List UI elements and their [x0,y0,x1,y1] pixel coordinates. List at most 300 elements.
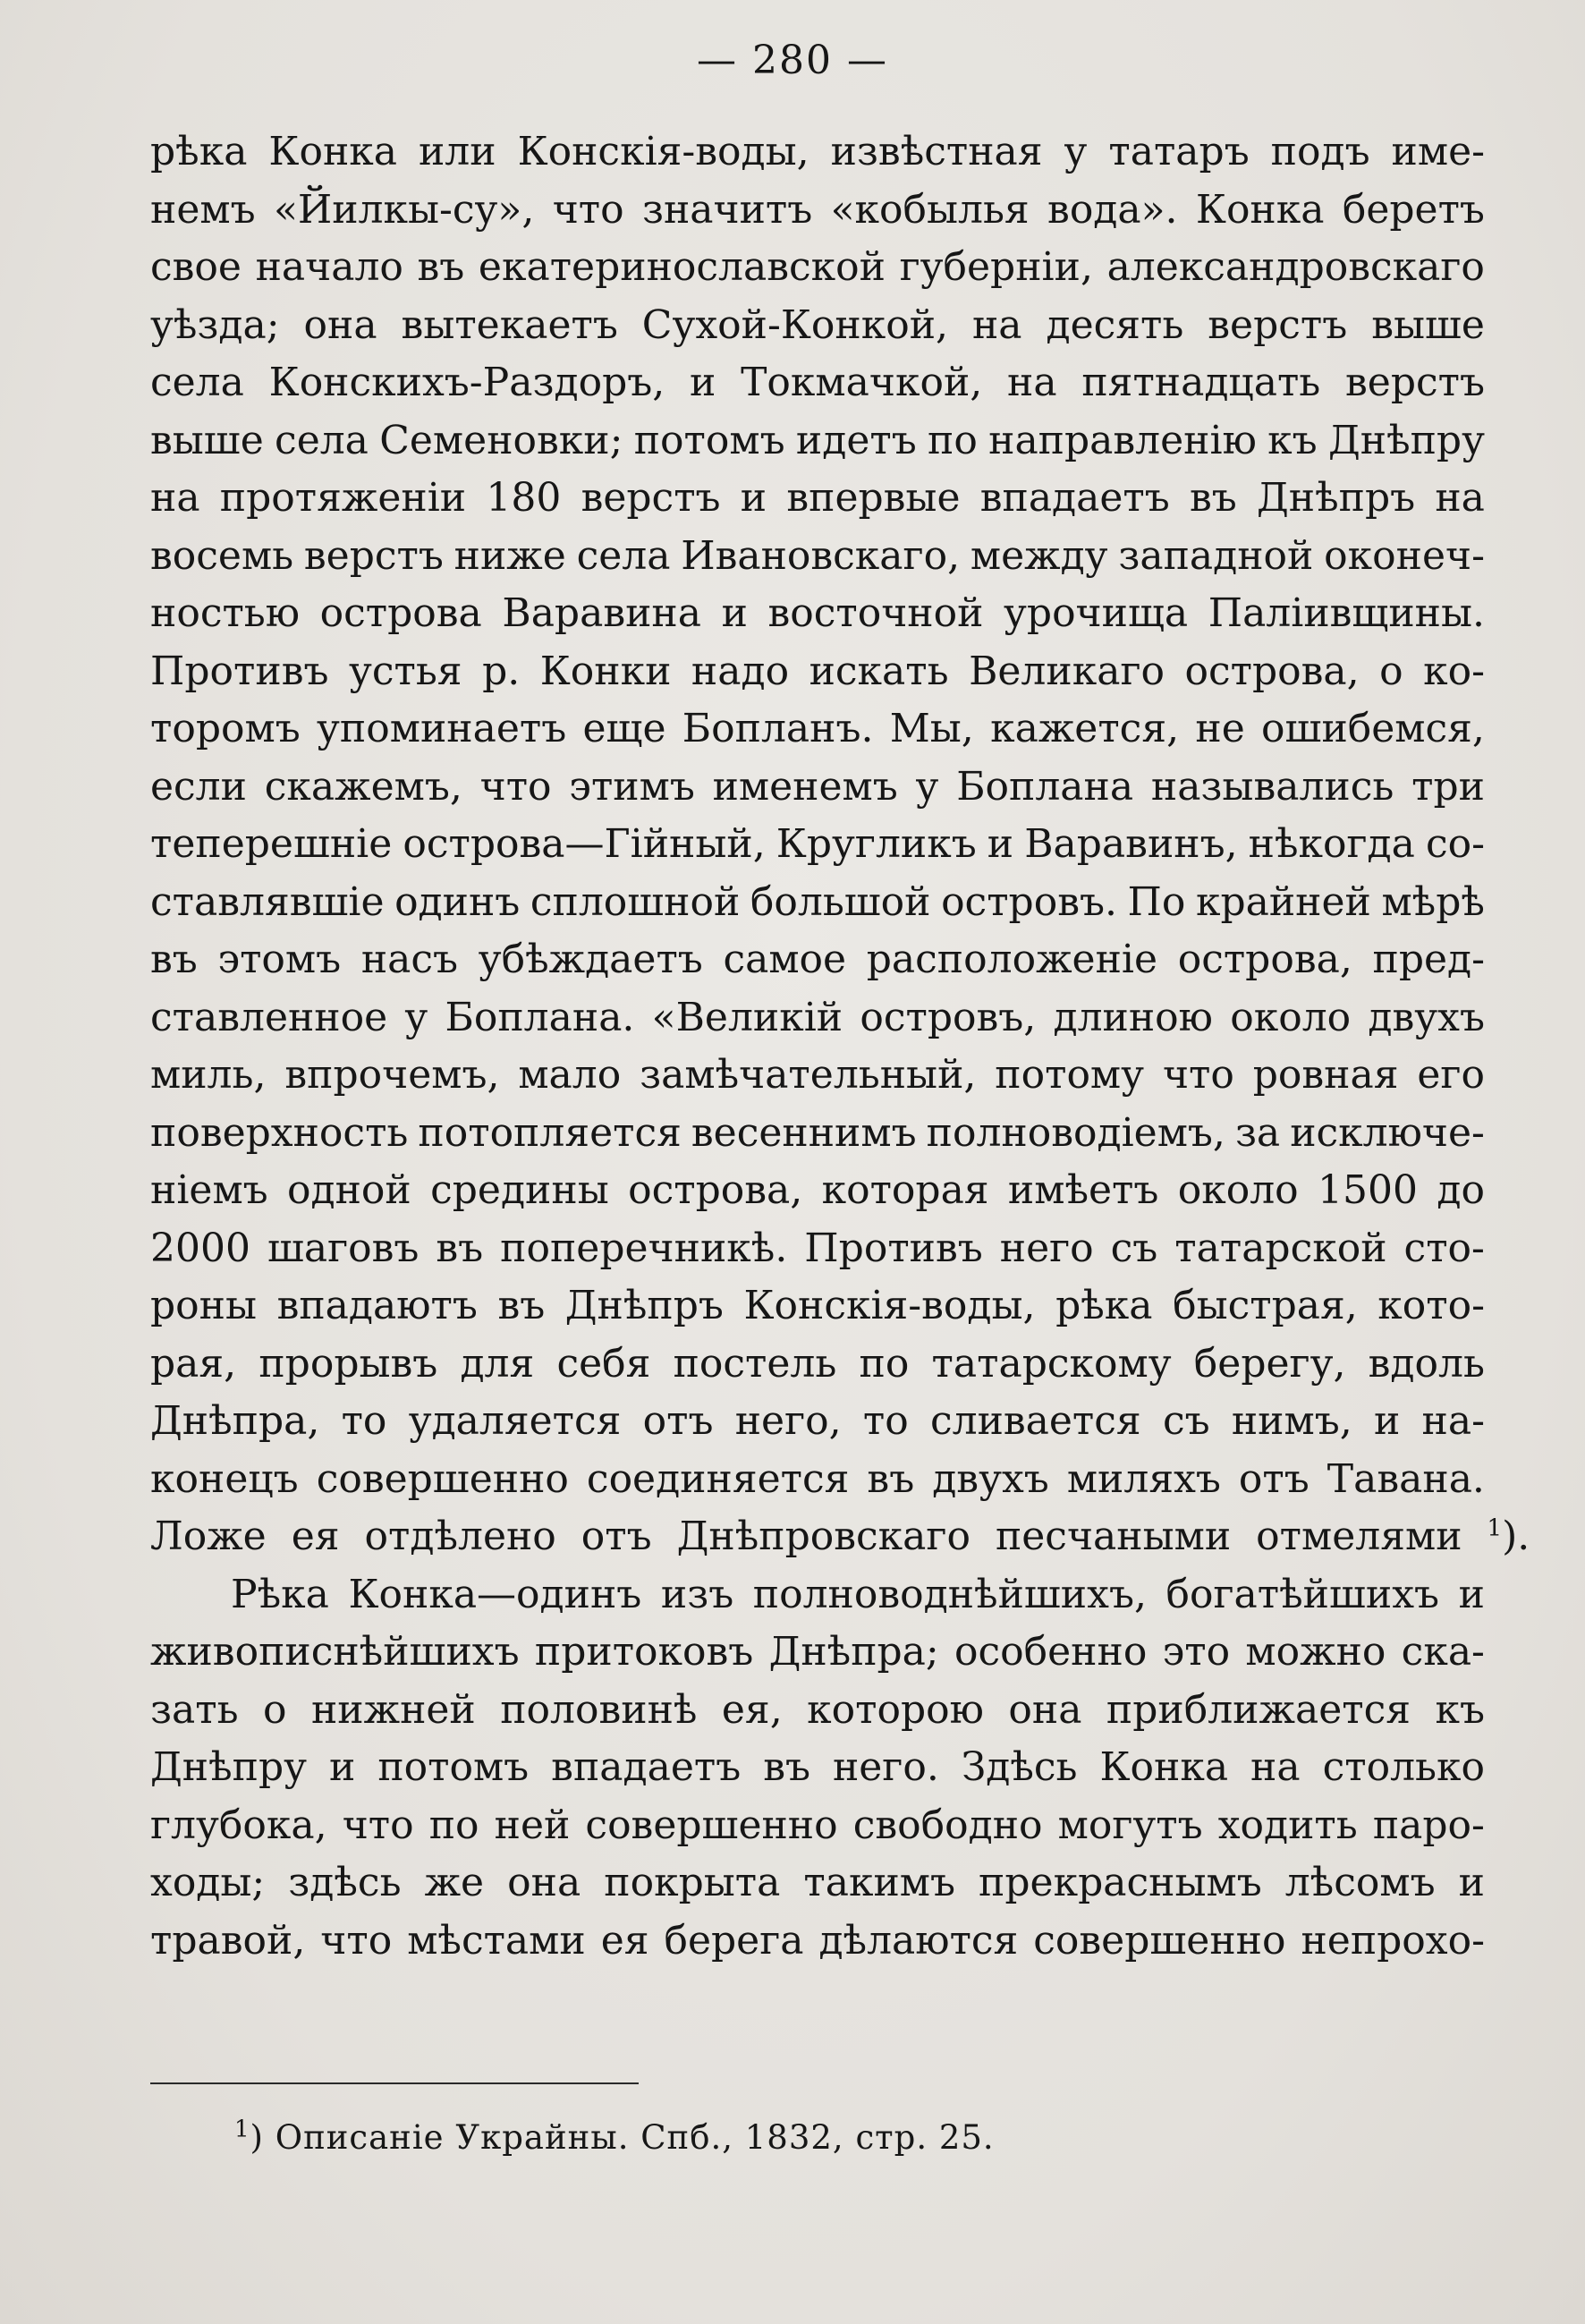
word: Ивановскаго, [681,532,961,579]
word: половинѣ [500,1686,698,1733]
word: села [576,532,671,579]
word: урочища [1004,590,1189,636]
word: 2000 [150,1225,250,1271]
word: что [1162,1052,1234,1098]
word: притоковъ [534,1629,754,1675]
word: По [1127,878,1186,925]
word: могутъ [1057,1802,1203,1848]
word: впадаютъ [276,1283,478,1328]
word: села [150,360,244,405]
word: быстрая, [1173,1283,1358,1328]
word: кажется, [990,706,1180,751]
word: Противъ [150,648,329,694]
word: Бопланъ. [682,706,874,751]
word: три [1411,763,1485,810]
text-line [150,239,1485,297]
word: острова, [1184,648,1360,694]
word: глубока, [150,1802,327,1848]
word: свободно [852,1802,1043,1848]
word: и [721,590,748,636]
text-line [150,1682,1485,1740]
word: свое [150,244,242,290]
word: песчаными [995,1514,1232,1559]
word: замѣчательный, [640,1052,977,1098]
word: ея [291,1514,340,1559]
word: длиною [1053,994,1213,1040]
word: богатѣйшихъ [1165,1571,1440,1617]
word: мало [518,1052,622,1098]
word: Конка [1195,186,1325,233]
text-line [150,931,1485,989]
word: ставленное [150,994,388,1040]
word: немъ [150,186,256,233]
word: приближается [1106,1686,1411,1733]
word: къ [1267,417,1318,463]
text-line [150,700,1485,759]
word: ходы; [150,1860,266,1905]
text-line [150,816,1485,874]
word: одной [287,1167,411,1213]
word: Конскія-воды, [743,1283,1036,1328]
word: травой, [150,1917,306,1964]
word: губерніи, [899,244,1093,290]
word: въ [436,1225,484,1271]
word: Варавинъ, [1024,821,1238,867]
word: ея [600,1917,649,1964]
word: Днѣпровскаго [676,1514,970,1559]
word: берегу, [1193,1340,1346,1387]
paragraph-start-line [150,1566,1485,1624]
word: поверхность [150,1109,409,1156]
word: подъ [1270,129,1370,174]
word: ставлявшіе [150,878,385,925]
text-line [150,1624,1485,1682]
word: живописнѣйшихъ [150,1629,520,1675]
word: идетъ [795,417,917,463]
word: Боплана [956,763,1134,810]
word: острова [319,590,482,636]
text-line [150,1393,1485,1451]
word: большой [750,878,931,925]
word: ніемъ [150,1167,268,1213]
word: Боплана. [445,994,635,1040]
word: еще [582,706,666,751]
word: Токмачкой, [741,360,983,405]
word: рая, [150,1340,237,1387]
word: ошибемся, [1261,706,1485,751]
word: скажемъ, [264,763,462,810]
word: не [1195,706,1245,751]
word: отъ [642,1398,714,1444]
word: ниже [453,532,566,579]
word: у [1064,129,1088,174]
word: и [1458,1571,1485,1617]
word: за [1234,1109,1281,1156]
word: около [1230,994,1352,1040]
word: совершенно [316,1455,569,1502]
word: искать [809,648,949,694]
footnote-marker: 1 [234,2116,250,2143]
word: именемъ [712,763,898,810]
word: р. [482,648,521,694]
word: него. [832,1744,939,1790]
word: Конка [1099,1744,1229,1790]
word: ровная [1252,1052,1399,1098]
word: что [320,1917,393,1964]
word: лѣсомъ [1284,1860,1436,1905]
word: екатеринославской [478,244,886,290]
word: ностью [150,590,301,636]
word: Семеновки; [379,417,623,463]
word: пятнадцать [1081,360,1321,405]
word: Мы, [889,706,974,751]
word: на [971,301,1022,348]
word: сплошной [530,878,741,925]
word: что [552,186,624,233]
word: у [915,763,939,810]
word: то [862,1398,909,1444]
word: верстъ [581,475,721,521]
word: устья [348,648,462,694]
text-line [150,528,1485,586]
word: крайней [1195,878,1371,925]
word: Конки [539,648,672,694]
text-line [150,1797,1485,1855]
word: между [970,532,1108,579]
word: у [404,994,428,1040]
word: по [859,1340,910,1387]
word: прекраснымъ [979,1860,1262,1905]
word: здѣсь [288,1860,402,1905]
word: вдоль [1368,1340,1485,1387]
word: на [1007,360,1057,405]
word: ея, [721,1686,783,1733]
word: кото- [1377,1283,1485,1328]
word: въ [1189,475,1237,521]
word: что [342,1802,414,1848]
word: вытекаетъ [401,301,618,348]
text-line [150,759,1485,817]
text-line [150,585,1485,643]
text-line [150,470,1485,528]
text-line [150,412,1485,471]
word: татарской [1174,1225,1387,1271]
word: западной [1118,532,1314,579]
word: ска- [1401,1629,1485,1675]
word: поперечникѣ. [500,1225,788,1271]
paragraph-end-line [150,1508,1530,1566]
word: уѣзда; [150,301,280,348]
text-line [150,297,1485,355]
word: особенно [954,1629,1148,1675]
word: это [1162,1629,1231,1675]
word: полноводнѣйшихъ, [752,1571,1147,1617]
word: со- [1425,821,1485,867]
word: на [1435,475,1485,521]
word: около [1177,1167,1299,1213]
word: вода». [1047,186,1178,233]
word: паро- [1372,1802,1485,1848]
word: татарскому [931,1340,1172,1387]
word: совершенно [1033,1917,1286,1964]
text-line [150,1162,1485,1220]
text-line [150,874,1485,932]
word: надо [691,648,790,694]
word: выше [1371,301,1485,348]
word: или [418,129,496,174]
word: непрохо- [1301,1917,1485,1964]
word: двухъ [932,1455,1049,1502]
word: соединяется [586,1455,850,1502]
word: впадаетъ [551,1744,742,1790]
word: Днѣпра, [150,1398,320,1444]
word: къ [1435,1686,1485,1733]
word: Рѣка [231,1571,329,1617]
word: направленію [988,417,1257,463]
word: на [1250,1744,1301,1790]
word: восемь [150,532,294,579]
word: одинъ [394,878,521,925]
word: торомъ [150,706,301,751]
word: назывались [1150,763,1394,810]
word: оконеч- [1324,532,1485,579]
word: на- [1421,1398,1485,1444]
word: изъ [660,1571,734,1617]
word: Конка—одинъ [348,1571,642,1617]
word: островъ. [941,878,1117,925]
word: по [428,1802,479,1848]
word: зать [150,1686,239,1733]
word: двухъ [1368,994,1485,1040]
text-line [150,989,1485,1047]
word: въ [150,937,198,982]
word: роны [150,1283,258,1328]
word: съ [1162,1398,1210,1444]
word: рѣка [150,129,248,174]
word: сливается [929,1398,1141,1444]
word: нимъ, [1231,1398,1352,1444]
word: и [329,1744,356,1790]
word: отъ [1238,1455,1310,1502]
word: средины [430,1167,609,1213]
word: потомъ [633,417,785,463]
word: отмелями [1256,1514,1462,1559]
word: острова, [628,1167,803,1213]
footnote-text: ) Описаніе Украйны. Спб., 1832, стр. 25. [250,2118,995,2157]
text-line [150,1913,1485,1971]
word: насъ [360,937,459,982]
word: этимъ [569,763,695,810]
word: 1500 [1318,1167,1419,1213]
word: если [150,763,247,810]
word: можно [1245,1629,1386,1675]
word: о [1379,648,1403,694]
word: ней [494,1802,571,1848]
word: татаръ [1108,129,1250,174]
word: расположеніе [866,937,1158,982]
word: она [303,301,377,348]
word: миль, [150,1052,267,1098]
word: верстъ [1345,360,1485,405]
word: и [987,821,1014,867]
word: столько [1322,1744,1485,1790]
word: въ [763,1744,810,1790]
word: убѣждаетъ [478,937,703,982]
word: съ [1110,1225,1158,1271]
word: до [1437,1167,1485,1213]
word: Здѣсь [961,1744,1078,1790]
word: восточной [767,590,984,636]
word: имѣетъ [1007,1167,1159,1213]
word: Паліивщины. [1208,590,1485,636]
word: островъ, [860,994,1037,1040]
word: выше [150,417,264,463]
word: впервые [786,475,961,521]
text-line [150,123,1485,182]
word: въ [497,1283,546,1328]
word: упоминаетъ [317,706,567,751]
word: острова—Гійный, [403,821,766,867]
word: совершенно [585,1802,838,1848]
word: же [424,1860,485,1905]
text-line [150,1739,1485,1797]
text-line [150,1047,1485,1105]
footnote-divider [150,2082,639,2084]
word: име- [1391,129,1485,174]
word: и [1373,1398,1401,1444]
word: его [1417,1052,1485,1098]
word: которою [807,1686,984,1733]
word: «Великій [651,994,843,1040]
word: ходить [1217,1802,1358,1848]
word: по [928,417,978,463]
word: потопляется [418,1109,682,1156]
word: Варавина [502,590,701,636]
word: дѣлаются [818,1917,1019,1964]
word: въ [417,244,465,290]
word: потому [995,1052,1145,1098]
word: что [479,763,552,810]
word: покрыта [604,1860,781,1905]
word: нѣкогда [1248,821,1415,867]
word: александровскаго [1106,244,1485,290]
word: него [999,1225,1094,1271]
word: впадаетъ [979,475,1170,521]
word: начало [255,244,403,290]
word: него, [734,1398,842,1444]
word: значитъ [641,186,813,233]
word: такимъ [803,1860,955,1905]
text-line [150,1220,1485,1278]
word: себя [556,1340,651,1387]
word: «Йилкы-су», [273,186,535,233]
page-number: — 280 — [697,38,888,83]
word: Сухой-Конкой, [641,301,949,348]
word: нижней [310,1686,476,1733]
word: верстъ [1208,301,1348,348]
word: Кругликъ [776,821,977,867]
word: 180 [486,475,562,521]
word: постель [673,1340,837,1387]
word: Днѣпръ [1256,475,1416,521]
word: и [1458,1860,1485,1905]
word: исключе- [1290,1109,1485,1156]
word: самое [723,937,847,982]
word: Днѣпра; [768,1629,939,1675]
word: полноводіемъ, [926,1109,1225,1156]
word: Противъ [804,1225,983,1271]
word: шаговъ [267,1225,420,1271]
footnote-reference: $^1$). [1487,1514,1530,1559]
body-text [150,123,1530,1970]
word: для [460,1340,535,1387]
word: мѣстами [407,1917,586,1964]
word: Днѣпру [1327,417,1485,463]
word: отъ [581,1514,652,1559]
word: на [150,475,200,521]
text-line [150,1277,1485,1336]
word: потомъ [377,1744,530,1790]
word: острова, [1177,937,1352,982]
word: Великаго [969,648,1165,694]
word: десять [1046,301,1184,348]
footnote-ref-marker: 1 [1487,1514,1503,1542]
word: весеннимъ [691,1109,917,1156]
text-line [150,1451,1485,1509]
word: ко- [1423,648,1485,694]
footnote [234,2111,995,2165]
word: теперешніе [150,821,393,867]
word: извѣстная [830,129,1043,174]
word: и [689,360,716,405]
word: она [1008,1686,1082,1733]
word: берега [664,1917,804,1964]
word: мѣрѣ [1381,878,1485,925]
word: беретъ [1342,186,1485,233]
word: она [507,1860,581,1905]
text-line [150,182,1485,240]
text-line [150,643,1485,701]
word: Конскія-воды, [517,129,809,174]
word: Ложе [150,1514,267,1559]
word: Конскихъ-Раздоръ, [268,360,665,405]
word: которая [821,1167,989,1213]
word: села [275,417,369,463]
text-line [150,1105,1485,1163]
text-line [150,1854,1485,1913]
word: Днѣпръ [564,1283,724,1328]
word: о [262,1686,287,1733]
word: Конка [268,129,398,174]
text-line [150,1336,1485,1394]
word: «кобылья [830,186,1030,233]
word: Днѣпру [150,1744,308,1790]
word: отдѣлено [364,1514,556,1559]
word: верстъ [303,532,444,579]
word: сто- [1403,1225,1485,1271]
word: рѣка [1055,1283,1153,1328]
word: удаляется [408,1398,622,1444]
text-line [150,354,1485,412]
word: пред- [1372,937,1485,982]
word: впрочемъ, [284,1052,500,1098]
word: этомъ [217,937,342,982]
word: конецъ [150,1455,299,1502]
word: прорывъ [259,1340,438,1387]
word: протяженіи [219,475,467,521]
word: и [740,475,767,521]
word: въ [867,1455,915,1502]
